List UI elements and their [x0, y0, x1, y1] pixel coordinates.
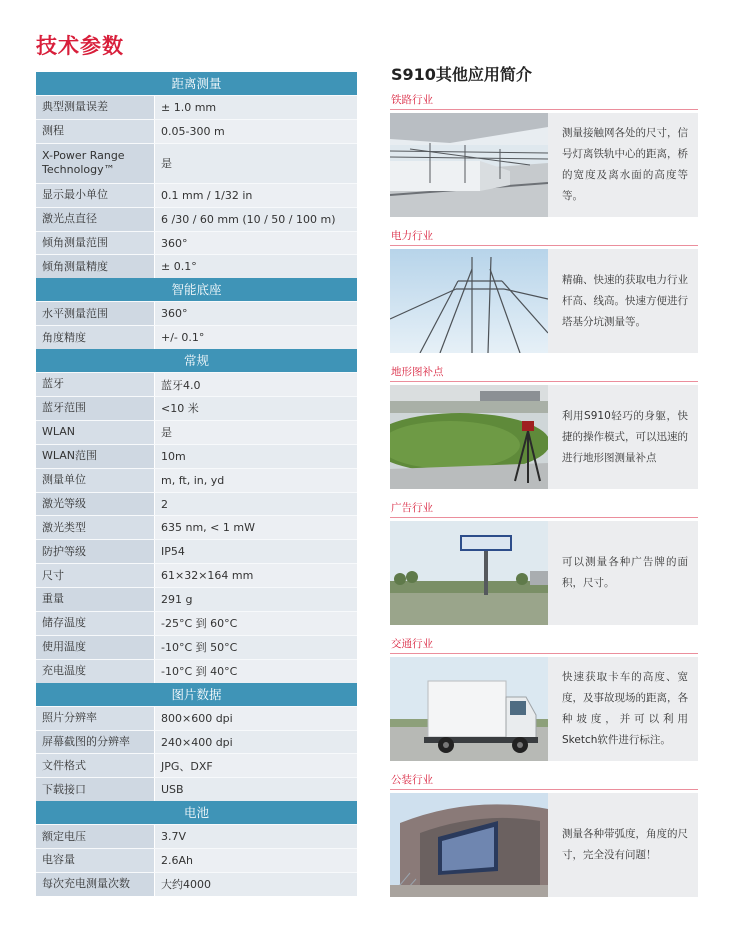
spec-value: 291 g	[155, 588, 357, 611]
spec-value: 240×400 dpi	[155, 731, 357, 754]
spec-row	[36, 301, 357, 325]
spec-key: 使用温度	[36, 636, 155, 659]
app-power	[390, 228, 698, 353]
applications-title: S910其他应用简介	[391, 65, 532, 84]
app-description: 利用S910轻巧的身躯，快捷的操作模式，可以迅速的进行地形图测量补点	[548, 385, 698, 489]
spec-row	[36, 587, 357, 611]
spec-key: X-Power Range Technology™	[36, 144, 155, 183]
spec-key: 激光类型	[36, 516, 155, 539]
spec-row	[36, 848, 357, 872]
divider	[390, 109, 698, 110]
spec-value: 360°	[155, 302, 357, 325]
app-advertising	[390, 500, 698, 625]
divider	[390, 653, 698, 654]
spec-value: 2.6Ah	[155, 849, 357, 872]
spec-key: 倾角测量精度	[36, 255, 155, 278]
spec-key: 尺寸	[36, 564, 155, 587]
spec-row	[36, 515, 357, 539]
app-description: 精确、快速的获取电力行业杆高、线高。快速方便进行塔基分坑测量等。	[548, 249, 698, 353]
app-description: 测量各种带弧度，角度的尺寸，完全没有问题！	[548, 793, 698, 897]
spec-row	[36, 753, 357, 777]
spec-row	[36, 183, 357, 207]
railway-photo	[390, 113, 548, 217]
spec-key: 电容量	[36, 849, 155, 872]
billboard-photo	[390, 521, 548, 625]
spec-row	[36, 872, 357, 896]
app-label: 公装行业	[391, 774, 433, 786]
spec-row	[36, 231, 357, 255]
divider	[390, 245, 698, 246]
spec-value: -10°C 到 50°C	[155, 636, 357, 659]
divider	[390, 789, 698, 790]
spec-row	[36, 539, 357, 563]
spec-key: WLAN	[36, 421, 155, 444]
spec-row	[36, 563, 357, 587]
app-label: 电力行业	[391, 230, 433, 242]
app-topographic	[390, 364, 698, 489]
spec-value: 61×32×164 mm	[155, 564, 357, 587]
spec-value: ± 1.0 mm	[155, 96, 357, 119]
spec-value: 蓝牙4.0	[155, 373, 357, 396]
app-decoration	[390, 772, 698, 897]
spec-value: 360°	[155, 232, 357, 255]
spec-value: USB	[155, 778, 357, 801]
spec-value: 0.05-300 m	[155, 120, 357, 143]
spec-key: 显示最小单位	[36, 184, 155, 207]
spec-value: JPG、DXF	[155, 754, 357, 777]
spec-value: 6 /30 / 60 mm (10 / 50 / 100 m)	[155, 208, 357, 231]
spec-value: 10m	[155, 445, 357, 468]
spec-key: 倾角测量范围	[36, 232, 155, 255]
spec-row	[36, 777, 357, 801]
spec-row	[36, 492, 357, 516]
spec-key: 测量单位	[36, 469, 155, 492]
app-description: 可以测量各种广告牌的面积，尺寸。	[548, 521, 698, 625]
spec-key: 角度精度	[36, 326, 155, 349]
section-header-general: 常规	[36, 349, 357, 372]
spec-row	[36, 95, 357, 119]
divider	[390, 381, 698, 382]
page-title: 技术参数	[36, 34, 124, 58]
app-label: 广告行业	[391, 502, 433, 514]
spec-table	[36, 72, 357, 896]
topographic-photo	[390, 385, 548, 489]
divider	[390, 517, 698, 518]
spec-row	[36, 611, 357, 635]
spec-value: +/- 0.1°	[155, 326, 357, 349]
spec-row	[36, 824, 357, 848]
spec-value: 2	[155, 493, 357, 516]
spec-value: 大约4000	[155, 873, 357, 896]
spec-key: 下载接口	[36, 778, 155, 801]
spec-row	[36, 659, 357, 683]
section-header-image: 图片数据	[36, 683, 357, 706]
spec-key: 防护等级	[36, 540, 155, 563]
spec-value: 0.1 mm / 1/32 in	[155, 184, 357, 207]
app-railway	[390, 92, 698, 217]
spec-key: 水平测量范围	[36, 302, 155, 325]
spec-row	[36, 420, 357, 444]
section-header-base: 智能底座	[36, 278, 357, 301]
app-label: 交通行业	[391, 638, 433, 650]
app-traffic	[390, 636, 698, 761]
spec-key: 激光点直径	[36, 208, 155, 231]
spec-row	[36, 254, 357, 278]
spec-key: WLAN范围	[36, 445, 155, 468]
spec-value: IP54	[155, 540, 357, 563]
spec-value: 635 nm, < 1 mW	[155, 516, 357, 539]
spec-key: 测程	[36, 120, 155, 143]
spec-value: 是	[155, 144, 357, 183]
section-header-distance: 距离测量	[36, 72, 357, 95]
spec-key: 蓝牙	[36, 373, 155, 396]
spec-row	[36, 143, 357, 183]
spec-key: 蓝牙范围	[36, 397, 155, 420]
spec-key: 屏幕截图的分辨率	[36, 731, 155, 754]
building-photo	[390, 793, 548, 897]
spec-value: m, ft, in, yd	[155, 469, 357, 492]
spec-row	[36, 325, 357, 349]
spec-key: 激光等级	[36, 493, 155, 516]
spec-key: 充电温度	[36, 660, 155, 683]
app-description: 快速获取卡车的高度、宽度，及事故现场的距离，各种坡度，并可以利用Sketch软件进行标注。	[548, 657, 698, 761]
spec-key: 文件格式	[36, 754, 155, 777]
spec-key: 照片分辨率	[36, 707, 155, 730]
spec-row	[36, 468, 357, 492]
spec-key: 每次充电测量次数	[36, 873, 155, 896]
power-photo	[390, 249, 548, 353]
app-label: 地形图补点	[391, 366, 444, 378]
spec-row	[36, 207, 357, 231]
spec-key: 储存温度	[36, 612, 155, 635]
spec-key: 重量	[36, 588, 155, 611]
spec-value: 3.7V	[155, 825, 357, 848]
spec-row	[36, 396, 357, 420]
spec-value: -25°C 到 60°C	[155, 612, 357, 635]
spec-value: 800×600 dpi	[155, 707, 357, 730]
spec-key: 额定电压	[36, 825, 155, 848]
app-description: 测量接触网各处的尺寸，信号灯离铁轨中心的距离，桥的宽度及离水面的高度等等。	[548, 113, 698, 217]
section-header-battery: 电池	[36, 801, 357, 824]
spec-key: 典型测量误差	[36, 96, 155, 119]
spec-value: <10 米	[155, 397, 357, 420]
spec-row	[36, 444, 357, 468]
truck-photo	[390, 657, 548, 761]
spec-value: -10°C 到 40°C	[155, 660, 357, 683]
spec-row	[36, 635, 357, 659]
spec-row	[36, 372, 357, 396]
spec-row	[36, 706, 357, 730]
spec-row	[36, 730, 357, 754]
spec-value: ± 0.1°	[155, 255, 357, 278]
spec-value: 是	[155, 421, 357, 444]
spec-row	[36, 119, 357, 143]
app-label: 铁路行业	[391, 94, 433, 106]
